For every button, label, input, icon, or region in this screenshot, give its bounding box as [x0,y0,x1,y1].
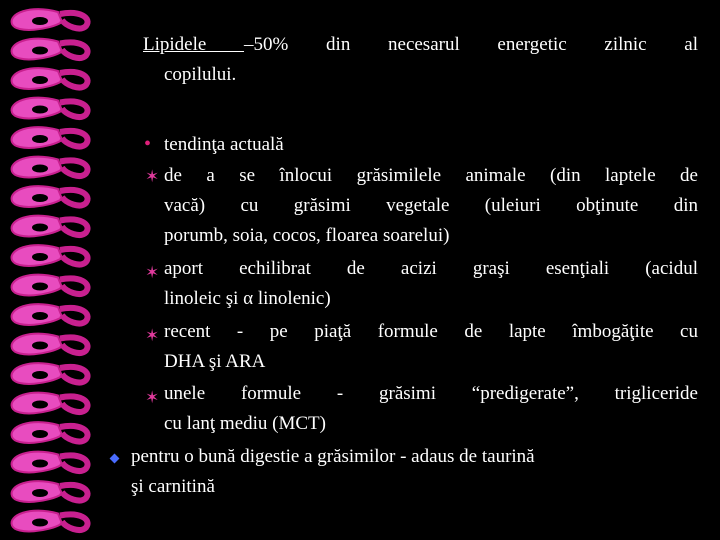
title-line-1 [143,30,698,60]
round-bullet-icon: • [144,133,152,155]
bullet-2-line-2: şi carnitină [131,476,215,497]
star-bullet-icon: ✶ [145,388,160,407]
subitem-2-line-2: linoleic şi α linolenic) [164,288,331,309]
title-rest: –50% din necesarul energetic zilnic al [244,34,698,55]
subitem-1-line-2: vacă) cu grăsimi vegetale (uleiuri obţinute din [164,195,698,216]
star-bullet-icon: ✶ [145,263,160,282]
subitem-3-line-2: DHA şi ARA [164,351,266,372]
star-bullet-icon: ✶ [145,326,160,345]
title-underlined: Lipidele [143,34,245,55]
bullet-2-line-1: pentru o bună digestie a grăsimilor - adaus de taurină [131,446,535,467]
star-bullet-icon: ✶ [145,167,160,186]
subitem-1-line-3: porumb, soia, cocos, floarea soarelui) [164,225,450,246]
bullet-1-text: tendinţa actuală [164,134,284,155]
subitem-4-line-1: unele formule - grăsimi “predigerate”, trigliceride [164,383,698,404]
subitem-3-line-1: recent - pe piaţă formule de lapte îmbogăţite cu [164,321,698,342]
subitem-4-line-2: cu lanţ mediu (MCT) [164,413,326,434]
title-line-2: copilului. [164,64,237,85]
subitem-2-line-1: aport echilibrat de acizi graşi esenţiali (acidul [164,258,698,279]
diamond-bullet-icon [110,454,120,464]
subitem-1-line-1: de a se înlocui grăsimilele animale (din laptele de [164,165,698,186]
